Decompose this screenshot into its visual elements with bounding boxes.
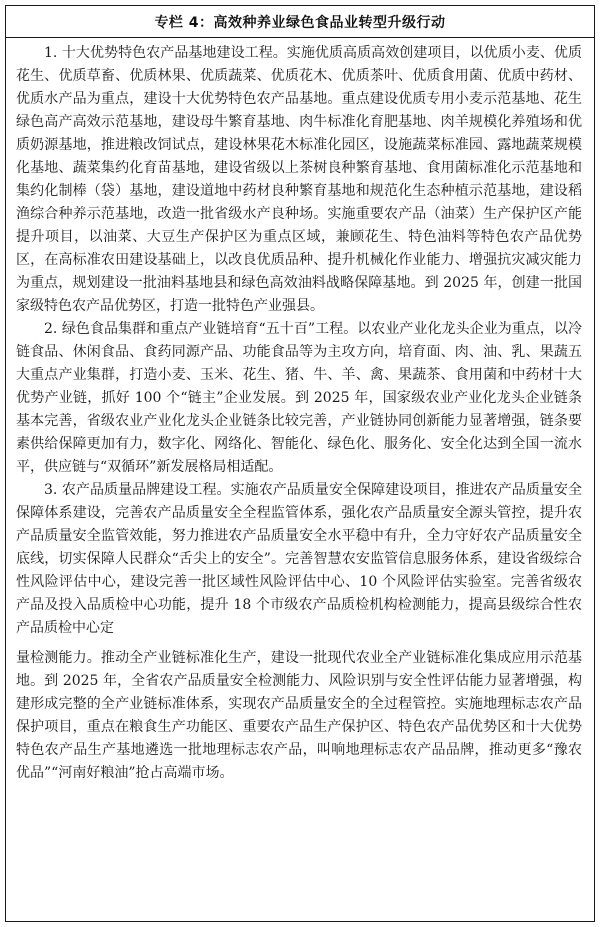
paragraph-food-cluster: 2. 绿色食品集群和重点产业链培育“五十百”工程。以农业产业化龙头企业为重点，以冷链食品、休闲食品、食药同源产品、功能食品等为主攻方向，培育面、肉、油、乳、果蔬五大重点产业集群，打造小麦、玉米、花生、猪、牛、羊、禽、果蔬茶、食用菌和中药材十大优势产业链，抓好 100 个“链主”企业发展。到 2025 年，国家级农业产业化龙头企业链条基本完善，省级农业产业化龙头企业链条比较完善，产业链协同创新能力显著增强，链条要素供给保障更加有力，数字化、网络化、智能化、绿色化、服务化、安全化达到全国一流水平，供应链与“双循环”新发展格局相适配。 (16, 321, 582, 475)
paragraph-quality-brand: 3. 农产品质量品牌建设工程。实施农产品质量安全保障建设项目，推进农产品质量安全保障体系建设，完善农产品质量安全全程监管体系，强化农产品质量安全源头管控，提升农产品质量安全监管效能，努力推进农产品质量安全水平稳中有升，全力守好农产品质量安全底线，切实保障人民群众“舌尖上的安全”。完善智慧农安监管信息服务体系，建设省级综合性风险评估中心，建设完善一批区域性风险评估中心、10 个风险评估实验室。完善省级农产品及投入品质检中心功能，提升 18 个市级农产品质检机构检测能力，提高县级综合性农产品质检中心定 (16, 482, 582, 636)
paragraph-quality-brand-continued: 量检测能力。推动全产业链标准化生产，建设一批现代农业全产业链标准化集成应用示范基地。到 2025 年，全省农产品质量安全检测能力、风险识别与安全性评估能力显著增强，构建形成完整的全产业链标准体系，实现农产品质量安全的全过程管控。实施地理标志农产品保护项目，重点在粮食生产功能区、重要农产品生产保护区、特色农产品优势区和十大优势特色农产品生产基地遴选一批地理标志农产品，叫响地理标志农产品品牌，推动更多“豫农优品”“河南好粮油”抢占高端市场。 (16, 650, 582, 781)
paragraph-base-construction: 1. 十大优势特色农产品基地建设工程。实施优质高质高效创建项目，以优质小麦、优质花生、优质草畜、优质林果、优质蔬菜、优质花木、优质茶叶、优质食用菌、优质中药材、优质水产品为重点，建设十大优势特色农产品基地。重点建设优质专用小麦示范基地、花生绿色高产高效示范基地，建设母牛繁育基地、肉牛标准化育肥基地、肉羊规模化养殖场和优质奶源基地，推进粮改饲试点，建设林果花木标准化园区，设施蔬菜标准园、露地蔬菜规模化基地、蔬菜集约化育苗基地，建设省级以上茶树良种繁育基地、食用菌标准化示范基地和集约化制棒（袋）基地，建设道地中药材良种繁育基地和规范化生态种植示范基地，建设稻渔综合种养示范基地，改造一批省级水产良种场。实施重要农产品（油菜）生产保护区产能提升项目，以油菜、大豆生产保护区为重点区域，兼顾花生、特色油料等特色农产品优势区，在高标准农田建设基础上，以改良优质品种、提升机械化作业能力、增强抗灾减灾能力为重点，规划建设一批油料基地县和绿色高效油料战略保障基地。到 2025 年，创建一批国家级特色农产品优势区，打造一批特色产业强县。 (16, 45, 582, 314)
box-title: 专栏 4：高效种养业绿色食品业转型升级行动 (6, 6, 594, 38)
box-content (6, 38, 594, 785)
column-box (5, 5, 595, 922)
